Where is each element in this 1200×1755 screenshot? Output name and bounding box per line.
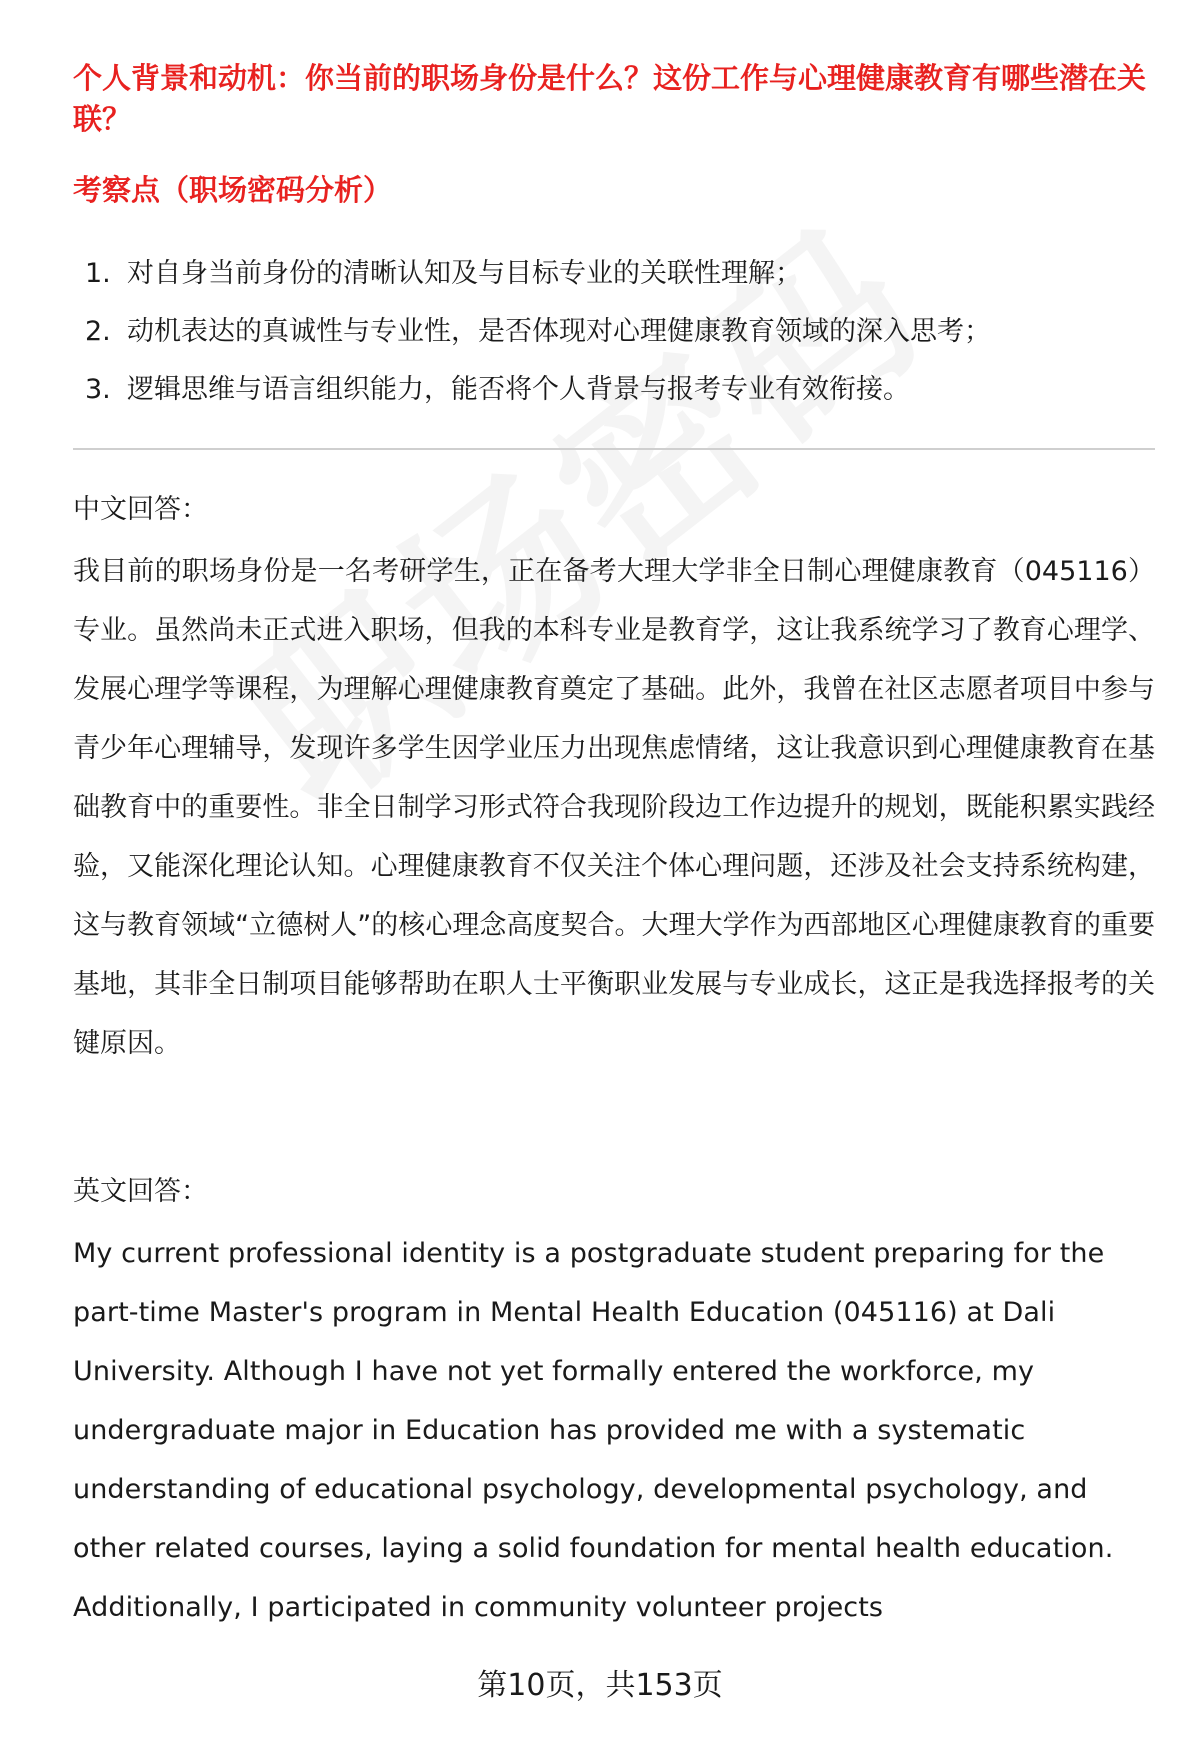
page-number-footer: 第10页，共153页 — [477, 1668, 723, 1703]
chinese-answer-text: 我目前的职场身份是一名考研学生，正在备考大理大学非全日制心理健康教育（045116）专业。虽然尚未正式进入职场，但我的本科专业是教育学，这让我系统学习了教育心理学、发展心理学等课程，为理解心理健康教育奠定了基础。此外，我曾在社区志愿者项目中参与青少年心理辅导，发现许多学生因学业压力出现焦虑情绪，这让我意识到心理健康教育在基础教育中的重要性。非全日制学习形式符合我现阶段边工作边提升的规划，既能积累实践经验，又能深化理论认知。心理健康教育不仅关注个体心理问题，还涉及社会支持系统构建，这与教育领域“立德树人”的核心理念高度契合。大理大学作为西部地区心理健康教育的重要基地，其非全日制项目能够帮助在职人士平衡职业发展与专业成长，这正是我选择报考的关键原因。 — [73, 556, 1155, 1059]
chinese-answer-label: 中文回答： — [73, 494, 208, 525]
list-item-text: 动机表达的真诚性与专业性，是否体现对心理健康教育领域的深入思考； — [127, 316, 991, 347]
list-item — [73, 245, 1153, 303]
english-answer-label: 英文回答： — [73, 1176, 208, 1207]
section-divider — [73, 448, 1155, 450]
list-item — [73, 361, 1153, 419]
list-number: 1. — [85, 258, 111, 289]
assessment-points-list — [73, 245, 1153, 419]
list-item — [73, 303, 1153, 361]
assessment-points-heading: 考察点（职场密码分析） — [73, 173, 393, 207]
list-number: 3. — [85, 374, 111, 405]
list-number: 2. — [85, 316, 111, 347]
list-item-text: 对自身当前身份的清晰认知及与目标专业的关联性理解； — [127, 258, 802, 289]
english-answer-text: My current professional identity is a postgraduate student preparing for the part-time Master's program in Mental Health Education (045116) at Dali University. Although I have not yet formally entered the workforce, my undergraduate major in Education has provided me with a systematic understanding of educational psychology, developmental psychology, and other related courses, laying a solid foundation for mental health education. Additionally, I participated in community volunteer projects — [73, 1238, 1114, 1623]
question-heading: 个人背景和动机：你当前的职场身份是什么？这份工作与心理健康教育有哪些潜在关联？ — [73, 61, 1147, 136]
list-item-text: 逻辑思维与语言组织能力，能否将个人背景与报考专业有效衔接。 — [127, 374, 910, 405]
